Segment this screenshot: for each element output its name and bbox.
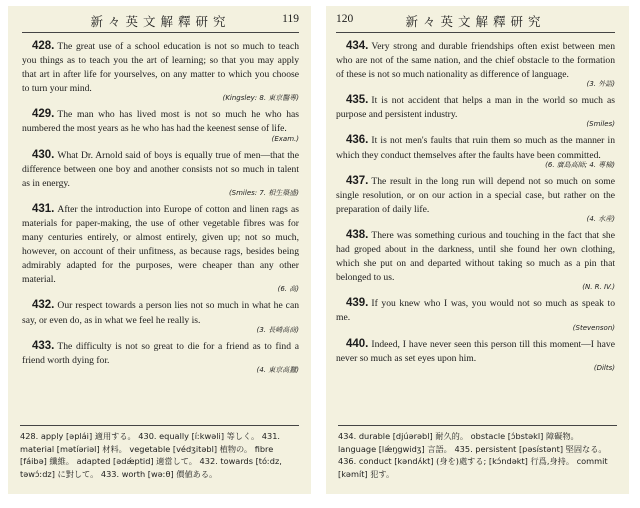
entry xyxy=(336,296,615,332)
entry-text: Our respect towards a person lies not so much in what he can say, or even do, as in what we feel he really is. xyxy=(22,300,299,326)
entry-source: (Stevenson) xyxy=(572,323,615,332)
entry-number: 430. xyxy=(32,148,55,161)
entry-number: 437. xyxy=(346,174,369,187)
entry-number: 440. xyxy=(346,337,369,350)
entry-text: After the introduction into Europe of cotton and linen rags as materials for paper-making, the use of other vegetable fibres was for many centuries entirely, or almost entirely, given up; not so much, however, on account of their unfitness, as because rags, besides being admirably adapted for the purposes, were cheaper than any other material. xyxy=(22,203,299,286)
page-number: 119 xyxy=(282,13,299,25)
entry-source: (4. 水産) xyxy=(586,214,615,223)
entry-text: The man who has lived most is not so much he who has numbered the most years as he who has had the keenest sense of life. xyxy=(22,109,299,135)
entry-number: 433. xyxy=(32,339,55,352)
entry xyxy=(22,39,299,103)
entry-number: 432. xyxy=(32,299,55,312)
footnotes xyxy=(338,425,617,480)
entry-source: (Dilts) xyxy=(593,363,615,372)
entry xyxy=(336,133,615,169)
entry-number: 439. xyxy=(346,297,369,310)
entry-source: (Smiles) xyxy=(586,120,615,129)
entry xyxy=(22,339,299,375)
right-page xyxy=(326,6,629,494)
page-number: 120 xyxy=(336,13,354,25)
entry-text: What Dr. Arnold said of boys is equally true of men—that the difference between one boy and another consists not so much in talent as in energy. xyxy=(22,149,299,189)
left-page xyxy=(8,6,311,494)
entry-source: (N. R. IV.) xyxy=(582,283,615,292)
entry-text: If you knew who I was, you would not so much as speak to me. xyxy=(336,298,615,324)
entry-number: 436. xyxy=(346,134,369,147)
entry-number: 438. xyxy=(346,228,369,241)
entry-source: (3. 長崎高商) xyxy=(256,325,299,334)
entry xyxy=(336,337,615,373)
entry-number: 431. xyxy=(32,202,55,215)
entry xyxy=(336,39,615,89)
entry xyxy=(336,93,615,129)
entry xyxy=(336,174,615,224)
footnote-line: material [mətíəriəl] 材料。 vegetable [védʒitəbl] 植物の。 fibre xyxy=(20,443,274,454)
entry xyxy=(22,107,299,143)
entry-text: The result in the long run will depend not so much on some single resolution, or on our action in a special case, but rather on the preparation of daily life. xyxy=(336,175,615,215)
entry-text: It is not accident that helps a man in the world so much as purpose and persistent industry. xyxy=(336,95,615,121)
footnotes xyxy=(20,425,299,480)
running-title: 新々英文解釋研究 xyxy=(90,14,231,29)
entry-number: 434. xyxy=(346,40,369,52)
entry-text: Indeed, I have never seen this person till this moment—I have never so much as set eyes upon him. xyxy=(336,338,615,364)
footnote-line: 428. apply [əplái] 適用する。 430. equally [íːkwəli] 等しく。 431. xyxy=(20,431,281,441)
entry-source: (Exam.) xyxy=(271,134,299,143)
footnote-line: [fáibə] 纖維。 adapted [ədǽptid] 適當して。 432. towards [tóːdz, xyxy=(20,456,282,466)
entry-source: (Kingsley: 8. 東京醫專) xyxy=(222,94,299,103)
entry-source: (4. 東京高蠶) xyxy=(256,365,299,374)
entry xyxy=(22,298,299,334)
running-header xyxy=(336,12,615,33)
footnote-line: 434. durable [djúərəbl] 耐久的。 obstacle [ɔ́bstəkl] 障礙物。 language [lǽŋgwidʒ] 言語。 435. persistent [pəsístənt] 堅固なる。 436. conduct [kəndʌ́kt] (身を)處する; [kɔ́ndəkt] 行爲,身持。 commit [kəmít] 犯す。 xyxy=(338,431,608,479)
entry-text: It is not men's faults that ruin them so much as the manner in which they conduct themselves after the faults have been committed. xyxy=(336,135,615,161)
entry xyxy=(22,148,299,198)
entry-source: (6. 高) xyxy=(277,285,299,294)
footnote-line: təwɔ́ːdz] に對して。 433. worth [wəːθ] 價値ある。 xyxy=(20,468,218,479)
entry-text: There was something curious and touching in the fact that she had groped about in the darkness, until she found her own clothing, which she put on and departed without taking so much as a pin that belonged to us. xyxy=(336,229,615,284)
entry-text: The great use of a school education is not so much to teach you things as to teach you the art of learning; so that you may apply that art in after life for yourselves, on any matter to which you choose to turn your mind. xyxy=(22,41,299,95)
entry-number: 435. xyxy=(346,94,369,107)
entry-source: (6. 廣島高師; 4. 專檢) xyxy=(545,160,615,169)
entry xyxy=(22,202,299,295)
entry-source: (3. 外語) xyxy=(586,80,615,89)
entry-list xyxy=(22,39,299,375)
running-header xyxy=(22,12,299,33)
entry-number: 428. xyxy=(32,40,55,52)
entry-text: The difficulty is not so great to die for a friend as to find a friend worth dying for. xyxy=(22,340,299,366)
entry-list xyxy=(336,39,615,373)
entry-number: 429. xyxy=(32,108,55,121)
running-title: 新々英文解釋研究 xyxy=(405,14,546,29)
entry xyxy=(336,228,615,292)
entry-source: (Smiles: 7. 相生築盛) xyxy=(228,188,299,197)
entry-text: Very strong and durable friendships often exist between men who are not of the same nation, and the chief obstacle to the formation of these is not so much nationality as difference of language. xyxy=(336,41,615,81)
